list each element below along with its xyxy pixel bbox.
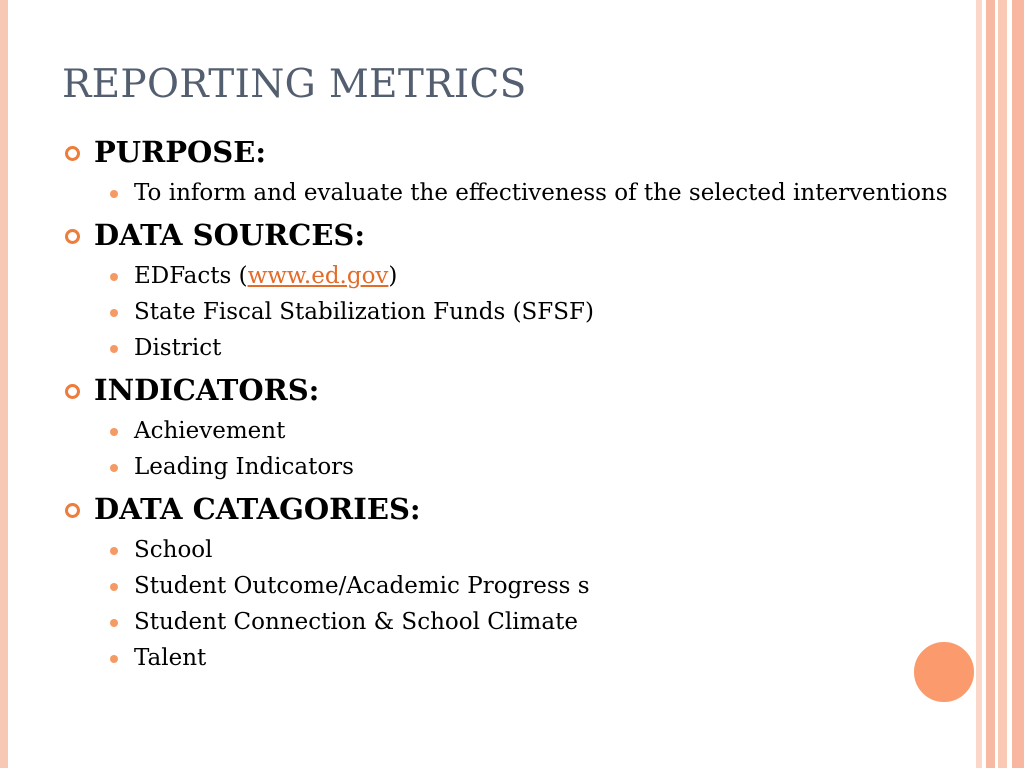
list-item bbox=[62, 415, 962, 447]
list-item-prefix: EDFacts ( bbox=[134, 263, 248, 289]
dot-bullet-icon bbox=[110, 547, 118, 555]
bullet-list bbox=[62, 534, 962, 674]
list-item-text: State Fiscal Stabilization Funds (SFSF) bbox=[134, 299, 594, 325]
decorative-stripe bbox=[1012, 0, 1024, 768]
section-heading-text: DATA SOURCES: bbox=[94, 218, 366, 252]
ring-bullet-icon bbox=[65, 503, 80, 518]
list-item-text: Student Connection & School Climate bbox=[134, 609, 578, 635]
edfacts-link[interactable]: www.ed.gov bbox=[247, 263, 389, 289]
list-item bbox=[62, 177, 962, 209]
section-indicators bbox=[62, 368, 962, 483]
section-heading bbox=[62, 130, 962, 174]
section-heading bbox=[62, 487, 962, 531]
left-border bbox=[0, 0, 8, 768]
list-item bbox=[62, 606, 962, 638]
section-heading bbox=[62, 213, 962, 257]
bullet-list bbox=[62, 177, 962, 209]
list-item bbox=[62, 260, 962, 292]
section-data-categories bbox=[62, 487, 962, 674]
list-item bbox=[62, 296, 962, 328]
section-purpose bbox=[62, 130, 962, 209]
section-heading-text: DATA CATAGORIES: bbox=[94, 492, 421, 526]
slide-content bbox=[62, 130, 962, 678]
section-heading-text: PURPOSE: bbox=[94, 135, 267, 169]
decorative-stripe bbox=[986, 0, 995, 768]
dot-bullet-icon bbox=[110, 345, 118, 353]
list-item-text: Talent bbox=[134, 645, 207, 671]
dot-bullet-icon bbox=[110, 190, 118, 198]
list-item bbox=[62, 451, 962, 483]
list-item-text: Achievement bbox=[134, 418, 286, 444]
dot-bullet-icon bbox=[110, 428, 118, 436]
list-item-text: Student Outcome/Academic Progress s bbox=[134, 573, 590, 599]
dot-bullet-icon bbox=[110, 655, 118, 663]
dot-bullet-icon bbox=[110, 619, 118, 627]
dot-bullet-icon bbox=[110, 273, 118, 281]
ring-bullet-icon bbox=[65, 146, 80, 161]
section-heading bbox=[62, 368, 962, 412]
list-item bbox=[62, 570, 962, 602]
list-item bbox=[62, 534, 962, 566]
bullet-list bbox=[62, 415, 962, 483]
ring-bullet-icon bbox=[65, 229, 80, 244]
dot-bullet-icon bbox=[110, 464, 118, 472]
list-item bbox=[62, 642, 962, 674]
ring-bullet-icon bbox=[65, 384, 80, 399]
dot-bullet-icon bbox=[110, 309, 118, 317]
section-data-sources bbox=[62, 213, 962, 364]
list-item-text: Leading Indicators bbox=[134, 454, 354, 480]
slide-title: REPORTING METRICS bbox=[62, 62, 527, 107]
list-item-suffix: ) bbox=[388, 263, 398, 289]
list-item-text: District bbox=[134, 335, 222, 361]
section-heading-text: INDICATORS: bbox=[94, 373, 320, 407]
decorative-stripe bbox=[998, 0, 1007, 768]
list-item bbox=[62, 332, 962, 364]
list-item-text: School bbox=[134, 537, 213, 563]
bullet-list bbox=[62, 260, 962, 364]
dot-bullet-icon bbox=[110, 583, 118, 591]
list-item-text: To inform and evaluate the effectiveness of the selected interventions bbox=[134, 180, 948, 206]
